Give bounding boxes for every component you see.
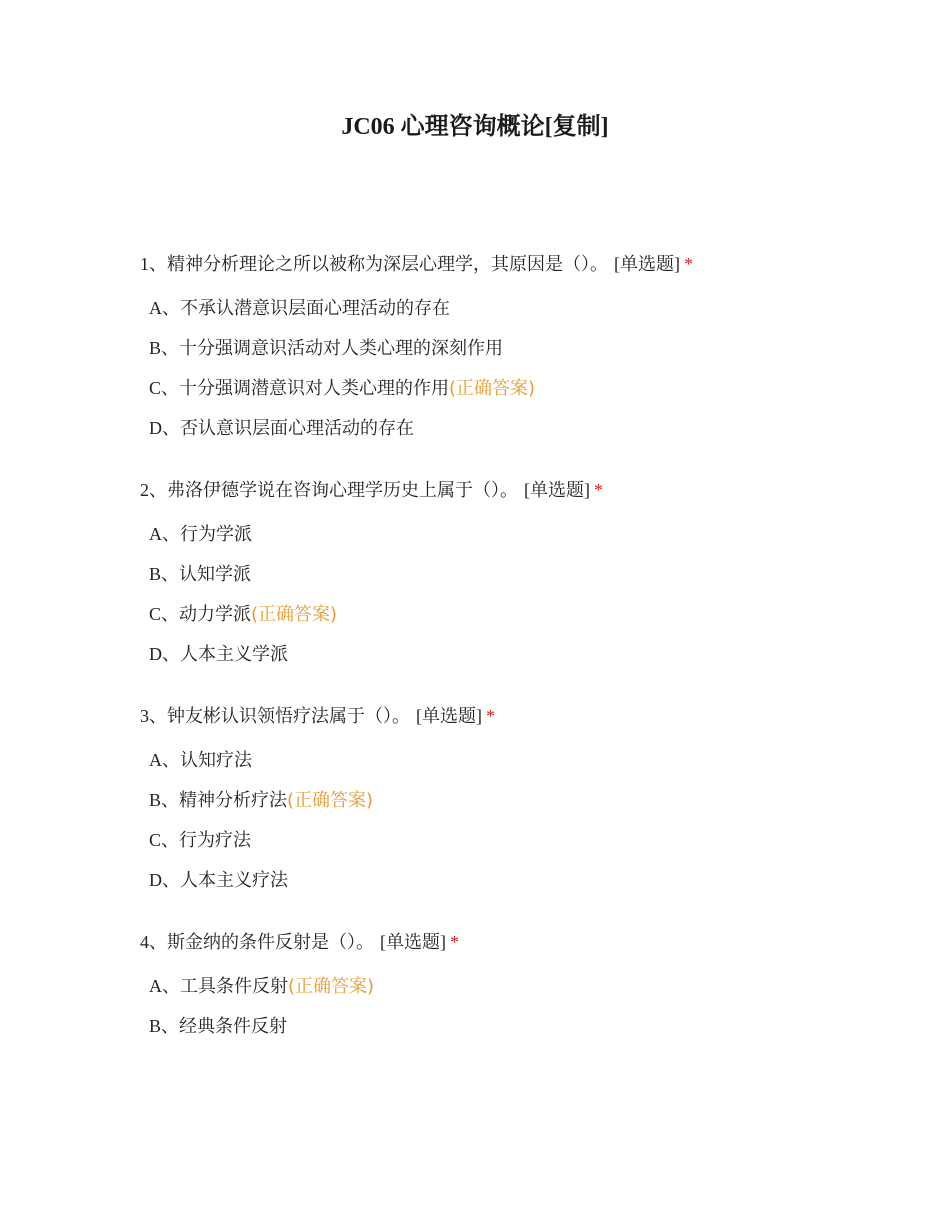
question-type-badge: [单选题] [524, 480, 590, 501]
question-text: 弗洛伊德学说在咨询心理学历史上属于（）。 [167, 480, 518, 501]
option-text: 人本主义学派 [180, 644, 288, 665]
option-b [149, 1012, 840, 1040]
page-title: JC06 心理咨询概论[复制] [341, 114, 609, 140]
question-text: 精神分析理论之所以被称为深层心理学，其原因是（）。 [167, 254, 608, 275]
option-letter: B、 [149, 564, 180, 584]
option-text: 十分强调潜意识对人类心理的作用 [179, 378, 450, 399]
question-stem [140, 702, 840, 730]
option-text: 行为学派 [180, 524, 252, 545]
option-text: 十分强调意识活动对人类心理的深刻作用 [179, 338, 504, 359]
question-3 [140, 702, 840, 894]
question-type-badge: [单选题] [614, 254, 680, 275]
option-letter: A、 [149, 298, 180, 318]
option-letter: D、 [149, 418, 180, 438]
option-letter: C、 [149, 830, 180, 850]
correct-answer-label: (正确答案) [449, 378, 536, 399]
option-letter: C、 [149, 604, 180, 624]
option-letter: B、 [149, 790, 180, 810]
option-text: 不承认潜意识层面心理活动的存在 [180, 298, 450, 319]
option-b [149, 334, 840, 362]
question-type-badge: [单选题] [416, 706, 482, 727]
option-d [149, 866, 840, 894]
option-c [149, 826, 840, 854]
question-stem [140, 928, 840, 956]
required-mark: * [684, 254, 693, 274]
question-list [140, 250, 840, 1074]
question-number: 2、 [140, 480, 167, 500]
option-letter: B、 [149, 1016, 180, 1036]
question-text: 钟友彬认识领悟疗法属于（）。 [167, 706, 410, 727]
option-text: 行为疗法 [179, 830, 252, 851]
required-mark: * [486, 706, 495, 726]
option-a [149, 746, 840, 774]
required-mark: * [450, 932, 459, 952]
question-stem [140, 250, 840, 278]
correct-answer-label: (正确答案) [287, 790, 374, 811]
option-c [149, 374, 840, 402]
option-c [149, 600, 840, 628]
question-1 [140, 250, 840, 442]
option-letter: A、 [149, 976, 180, 996]
option-letter: B、 [149, 338, 180, 358]
option-d [149, 414, 840, 442]
correct-answer-label: (正确答案) [251, 604, 338, 625]
option-letter: D、 [149, 644, 180, 664]
option-text: 认知学派 [179, 564, 252, 585]
option-text: 人本主义疗法 [180, 870, 288, 891]
option-letter: A、 [149, 750, 180, 770]
question-number: 3、 [140, 706, 167, 726]
option-letter: C、 [149, 378, 180, 398]
option-a [149, 294, 840, 322]
option-a [149, 520, 840, 548]
option-text: 认知疗法 [180, 750, 252, 771]
option-text: 否认意识层面心理活动的存在 [180, 418, 414, 439]
question-4 [140, 928, 840, 1040]
option-text: 动力学派 [179, 604, 252, 625]
question-2 [140, 476, 840, 668]
option-b [149, 786, 840, 814]
option-a [149, 972, 840, 1000]
question-number: 1、 [140, 254, 167, 274]
option-text: 精神分析疗法 [179, 790, 288, 811]
option-text: 工具条件反射 [180, 976, 288, 997]
option-b [149, 560, 840, 588]
question-type-badge: [单选题] [380, 932, 446, 953]
question-stem [140, 476, 840, 504]
option-letter: D、 [149, 870, 180, 890]
option-d [149, 640, 840, 668]
required-mark: * [594, 480, 603, 500]
question-number: 4、 [140, 932, 167, 952]
correct-answer-label: (正确答案) [288, 976, 375, 997]
option-letter: A、 [149, 524, 180, 544]
question-text: 斯金纳的条件反射是（）。 [167, 932, 374, 953]
option-text: 经典条件反射 [179, 1016, 288, 1037]
